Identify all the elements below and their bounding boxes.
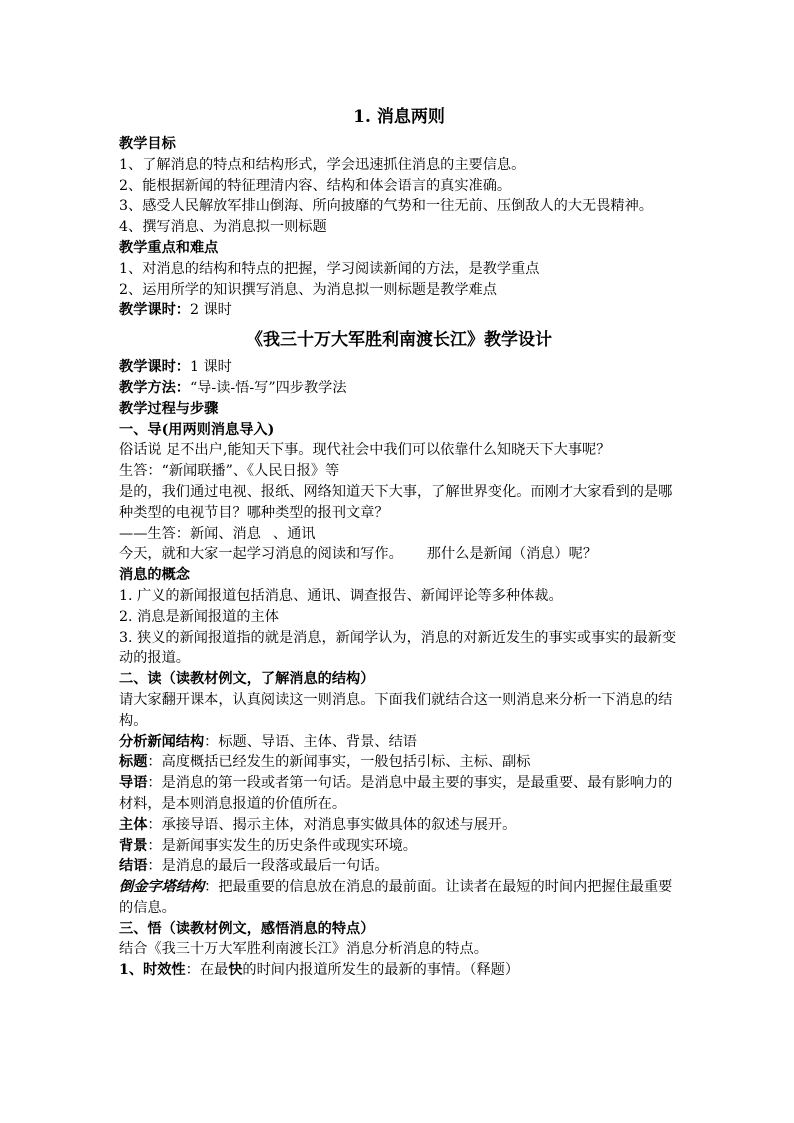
teaching-hours-1-value: 2 课时 xyxy=(189,302,232,319)
analysis-structure xyxy=(119,732,679,753)
document-page xyxy=(119,104,679,981)
term-title xyxy=(119,752,679,773)
keypoint-item-1: 1、对消息的结构和特点的把握，学习阅读新闻的方法，是教学重点 xyxy=(119,260,540,277)
term-title-text: ：高度概括已经发生的新闻事实，一般包括引标、主标、副标 xyxy=(147,754,531,771)
concept-item-2: 2. 消息是新闻报道的主体 xyxy=(119,608,279,625)
design-title: 《我三十万大军胜利南渡长江》教学设计 xyxy=(246,330,552,351)
term-lead-text: ：是消息的第一段或者第一句话。是消息中最主要的事实，是最重要、最有影响力的材料，是本则消息报道的价值所在。 xyxy=(119,775,673,812)
teaching-method-value: “导-读-悟-写”四步教学法 xyxy=(189,379,347,396)
goal-item-2: 2、能根据新闻的特征理清内容、结构和体会语言的真实准确。 xyxy=(119,177,512,194)
concept-heading: 消息的概念 xyxy=(119,567,190,584)
step2-paragraph-1: 请大家翻开课本，认真阅读这一则消息。下面我们就结合这一则消息来分析一下消息的结构。 xyxy=(119,691,673,729)
concept-item-3: 3. 狭义的新闻报道指的就是消息，新闻学认为，消息的对新近发生的事实或事实的最新变动的报道。 xyxy=(119,629,677,667)
keypoint-item-2: 2、运用所学的知识撰写消息、为消息拟一则标题是教学难点 xyxy=(119,281,497,298)
term-pyramid-label: 倒金字塔结构 xyxy=(119,879,205,896)
step1-paragraph-5a: 今天，就和大家一起学习消息的阅读和写作。 xyxy=(119,546,403,563)
teaching-hours-2 xyxy=(119,357,679,378)
term-pyramid-text: ：把最重要的信息放在消息的最前面。让读者在最短的时间内把握住最重要的信息。 xyxy=(119,879,673,916)
section-heading-goals: 教学目标 xyxy=(119,136,176,152)
goal-item-3: 3、感受人民解放军排山倒海、所向披靡的气势和一往无前、压倒敌人的大无畏精神。 xyxy=(119,198,653,215)
feature-timeliness-label: 1、时效性 xyxy=(119,962,186,979)
step1-paragraph-5b: 那什么是新闻（消息）呢？ xyxy=(426,546,598,563)
goal-item-1: 1、了解消息的特点和结构形式，学会迅速抓住消息的主要信息。 xyxy=(119,156,526,173)
step1-heading: 一、导(用两则消息导入) xyxy=(119,421,275,438)
step1-paragraph-4b: 、通讯 xyxy=(272,525,316,542)
step1-paragraph-4 xyxy=(119,524,679,545)
teaching-hours-1 xyxy=(119,300,679,321)
teaching-hours-1-label: 教学课时： xyxy=(119,302,190,319)
document-title: 1. 消息两则 xyxy=(353,107,445,127)
term-lead xyxy=(119,773,679,815)
term-body xyxy=(119,815,679,836)
goal-item-4: 4、撰写消息、为消息拟一则标题 xyxy=(119,219,327,236)
step2-heading: 二、读（读教材例文，了解消息的结构） xyxy=(119,671,375,688)
term-background-label: 背景 xyxy=(119,837,148,854)
teaching-method-label: 教学方法： xyxy=(119,379,190,396)
feature-timeliness-post: 的时间内报道所发生的最新的事情。（释题） xyxy=(242,962,520,979)
term-lead-label: 导语 xyxy=(119,775,148,792)
feature-timeliness-bold: 快 xyxy=(228,962,243,979)
term-ending-label: 结语 xyxy=(119,858,148,875)
term-ending-text: ：是消息的最后一段落或最后一句话。 xyxy=(147,858,389,875)
term-background-text: ：是新闻事实发生的历史条件或现实环境。 xyxy=(147,837,417,854)
teaching-hours-2-label: 教学课时： xyxy=(119,359,190,376)
process-heading: 教学过程与步骤 xyxy=(119,400,219,417)
analysis-structure-label: 分析新闻结构 xyxy=(119,733,205,750)
term-body-text: ：承接导语、揭示主体，对消息事实做具体的叙述与展开。 xyxy=(147,816,517,833)
step1-paragraph-2: 生答：“新闻联播”、《人民日报》等 xyxy=(119,463,340,480)
step1-paragraph-1: 俗话说 足不出户,能知天下事。现代社会中我们可以依靠什么知晓天下大事呢？ xyxy=(119,442,611,459)
feature-timeliness-pre: ：在最 xyxy=(185,962,229,979)
term-title-label: 标题 xyxy=(119,754,148,771)
step3-paragraph-1: 结合《我三十万大军胜利南渡长江》消息分析消息的特点。 xyxy=(119,941,488,958)
step1-paragraph-3: 是的，我们通过电视、报纸、网络知道天下大事，了解世界变化。而刚才大家看到的是哪种类型的电视节目？哪种类型的报刊文章？ xyxy=(119,483,673,521)
concept-item-1: 1. 广义的新闻报道包括消息、通讯、调查报告、新闻评论等多种体裁。 xyxy=(119,587,563,604)
section-heading-keypoints: 教学重点和难点 xyxy=(119,239,219,256)
term-body-label: 主体 xyxy=(119,816,148,833)
term-ending xyxy=(119,856,679,877)
term-pyramid xyxy=(119,877,679,919)
step3-heading: 三、悟（读教材例文，感悟消息的特点） xyxy=(119,920,375,937)
term-background xyxy=(119,836,679,857)
feature-timeliness xyxy=(119,960,679,981)
teaching-method xyxy=(119,378,679,399)
step1-paragraph-5 xyxy=(119,544,679,565)
teaching-hours-2-value: 1 课时 xyxy=(189,359,232,376)
step1-paragraph-4a: ——生答：新闻、消息 xyxy=(119,525,261,542)
analysis-structure-text: ：标题、导语、主体、背景、结语 xyxy=(204,733,417,750)
